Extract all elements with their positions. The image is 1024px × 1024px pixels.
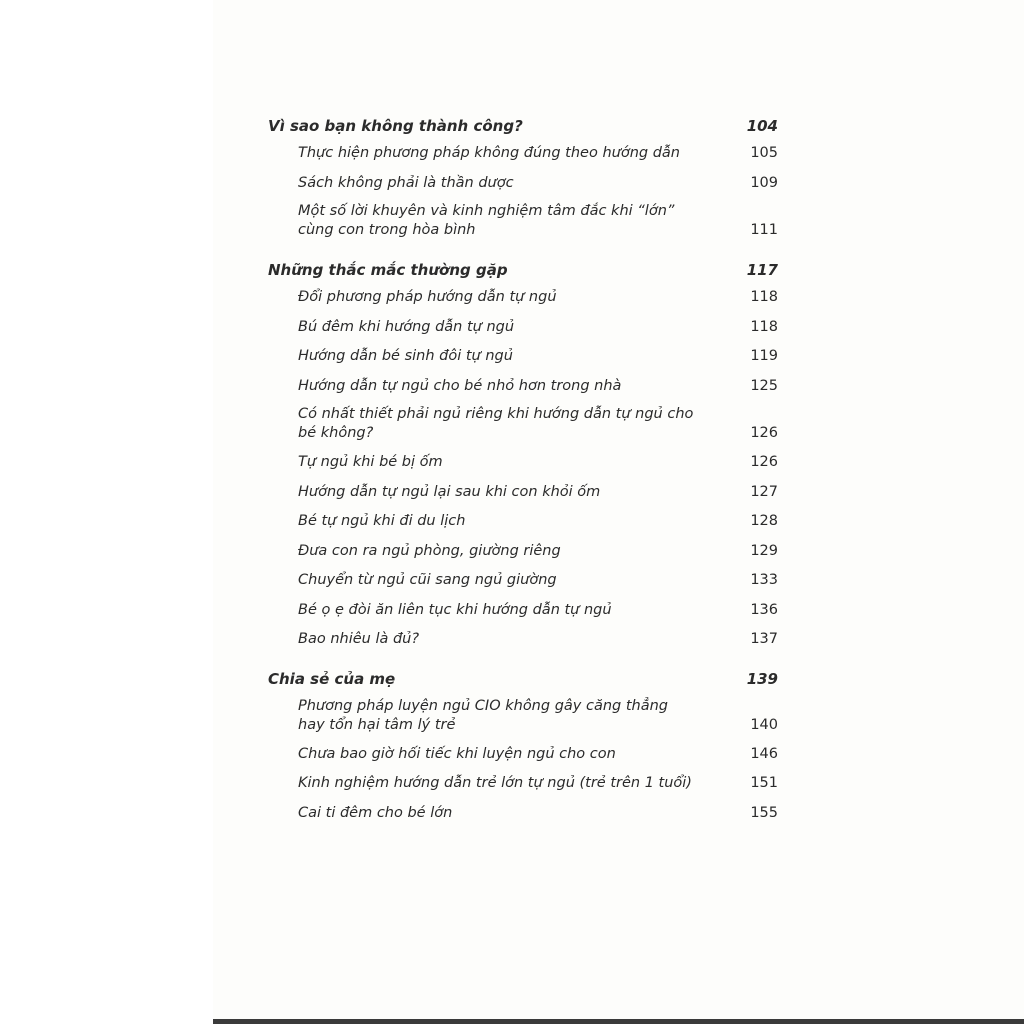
entry-title: Kinh nghiệm hướng dẫn trẻ lớn tự ngủ (trẻ trên 1 tuổi) bbox=[298, 775, 692, 792]
toc-entry bbox=[268, 596, 778, 626]
entry-title: Đưa con ra ngủ phòng, giường riêng bbox=[298, 542, 561, 559]
entry-page-number: 125 bbox=[750, 377, 778, 394]
toc-entry bbox=[268, 740, 778, 770]
entry-page-number: 155 bbox=[750, 804, 778, 821]
entry-page-number: 133 bbox=[750, 572, 778, 589]
entry-page-number: 151 bbox=[750, 775, 778, 792]
entry-title: Thực hiện phương pháp không đúng theo hướng dẫn bbox=[298, 145, 680, 162]
toc-entry bbox=[268, 507, 778, 537]
toc-section bbox=[268, 257, 778, 655]
page-bottom-edge bbox=[213, 1019, 1024, 1024]
toc-entry bbox=[268, 342, 778, 372]
toc-entry bbox=[268, 566, 778, 596]
entry-title: Cai ti đêm cho bé lớn bbox=[298, 804, 453, 821]
toc-entry bbox=[268, 769, 778, 799]
entry-page-number: 119 bbox=[750, 348, 778, 365]
toc-entry bbox=[268, 448, 778, 478]
entry-title: Bú đêm khi hướng dẫn tự ngủ bbox=[298, 318, 515, 335]
section-page-number: 139 bbox=[746, 670, 778, 688]
section-title: Chia sẻ của mẹ bbox=[268, 670, 396, 688]
toc-entry bbox=[268, 169, 778, 199]
toc-entry bbox=[268, 401, 778, 448]
toc-entry bbox=[268, 625, 778, 655]
entry-page-number: 136 bbox=[750, 601, 778, 618]
entry-page-number: 105 bbox=[750, 145, 778, 162]
toc-entry bbox=[268, 693, 778, 740]
entry-title: Đổi phương pháp hướng dẫn tự ngủ bbox=[298, 289, 557, 306]
entry-title: Hướng dẫn bé sinh đôi tự ngủ bbox=[298, 348, 513, 365]
entry-title: Hướng dẫn tự ngủ lại sau khi con khỏi ốm bbox=[298, 483, 601, 500]
entry-title: Có nhất thiết phải ngủ riêng khi hướng dẫn tự ngủ cho bé không? bbox=[298, 406, 694, 441]
toc-section bbox=[268, 667, 778, 829]
toc-entry bbox=[268, 799, 778, 829]
entry-page-number: 127 bbox=[750, 483, 778, 500]
entry-page-number: 128 bbox=[750, 513, 778, 530]
entry-page-number: 126 bbox=[750, 425, 778, 441]
entry-page-number: 137 bbox=[750, 631, 778, 648]
entry-page-number: 111 bbox=[750, 222, 778, 238]
entry-title: Hướng dẫn tự ngủ cho bé nhỏ hơn trong nhà bbox=[298, 377, 622, 394]
entry-title: Phương pháp luyện ngủ CIO không gây căng thẳng hay tổn hại tâm lý trẻ bbox=[298, 697, 668, 733]
toc-entry bbox=[268, 313, 778, 343]
entry-page-number: 126 bbox=[750, 454, 778, 471]
entry-page-number: 146 bbox=[750, 745, 778, 762]
entry-page-number: 118 bbox=[750, 318, 778, 335]
section-page-number: 104 bbox=[746, 116, 778, 135]
entry-title: Chuyển từ ngủ cũi sang ngủ giường bbox=[298, 572, 557, 589]
toc-entry bbox=[268, 537, 778, 567]
toc-entry bbox=[268, 372, 778, 402]
section-title: Những thắc mắc thường gặp bbox=[268, 260, 508, 279]
toc-section bbox=[268, 113, 778, 245]
entry-page-number: 109 bbox=[750, 174, 778, 191]
section-page-number: 117 bbox=[746, 260, 778, 279]
entry-title: Bé ọ ẹ đòi ăn liên tục khi hướng dẫn tự ngủ bbox=[298, 601, 612, 618]
entry-title: Bé tự ngủ khi đi du lịch bbox=[298, 513, 466, 530]
entry-title: Chưa bao giờ hối tiếc khi luyện ngủ cho con bbox=[298, 745, 616, 762]
entry-title: Một số lời khuyên và kinh nghiệm tâm đắc khi “lớn” cùng con trong hòa bình bbox=[298, 203, 675, 238]
toc-entry bbox=[268, 198, 778, 245]
entry-page-number: 140 bbox=[750, 716, 778, 733]
table-of-contents bbox=[268, 113, 778, 840]
section-heading bbox=[268, 667, 778, 693]
entry-title: Sách không phải là thần dược bbox=[298, 174, 514, 191]
entry-page-number: 118 bbox=[750, 289, 778, 306]
toc-entry bbox=[268, 478, 778, 508]
section-title: Vì sao bạn không thành công? bbox=[268, 116, 523, 135]
toc-entry bbox=[268, 283, 778, 313]
entry-title: Tự ngủ khi bé bị ốm bbox=[298, 454, 443, 471]
section-heading bbox=[268, 257, 778, 283]
section-heading bbox=[268, 113, 778, 139]
toc-entry bbox=[268, 139, 778, 169]
entry-title: Bao nhiêu là đủ? bbox=[298, 631, 420, 648]
entry-page-number: 129 bbox=[750, 542, 778, 559]
